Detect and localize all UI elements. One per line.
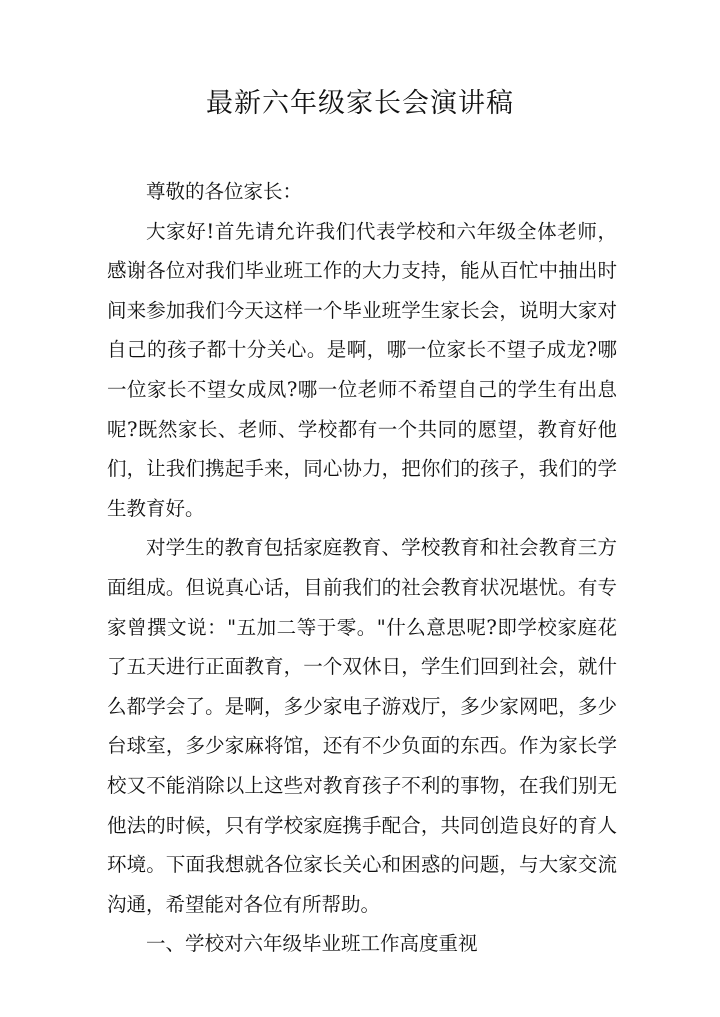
paragraph-opening: 大家好!首先请允许我们代表学校和六年级全体老师，感谢各位对我们毕业班工作的大力支持，能从百忙中抽出时间来参加我们今天这样一个毕业班学生家长会，说明大家对自己的孩子都十分关心。是啊，哪一位家长不望子成龙?哪一位家长不望女成凤?哪一位老师不希望自己的学生有出息呢?既然家长、老师、学校都有一个共同的愿望，教育好他们，让我们携起手来，同心协力，把你们的孩子，我们的学生教育好。 — [107, 219, 617, 520]
section-heading: 一、学校对六年级毕业班工作高度重视 — [146, 932, 478, 956]
document-body — [107, 172, 617, 964]
greeting-line: 尊敬的各位家长： — [146, 180, 303, 203]
document-title: 最新六年级家长会演讲稿 — [206, 88, 514, 119]
paragraph-education: 对学生的教育包括家庭教育、学校教育和社会教育三方面组成。但说真心话，目前我们的社会教育状况堪忧。有专家曾撰文说："五加二等于零。"什么意思呢?即学校家庭花了五天进行正面教育，一个双休日，学生们回到社会，就什么都学会了。是啊，多少家电子游戏厅，多少家网吧，多少台球室，多少家麻将馆，还有不少负面的东西。作为家长学校又不能消除以上这些对教育孩子不利的事物，在我们别无他法的时候，只有学校家庭携手配合，共同创造良好的育人环境。下面我想就各位家长关心和困惑的问题，与大家交流沟通，希望能对各位有所帮助。 — [107, 536, 617, 916]
